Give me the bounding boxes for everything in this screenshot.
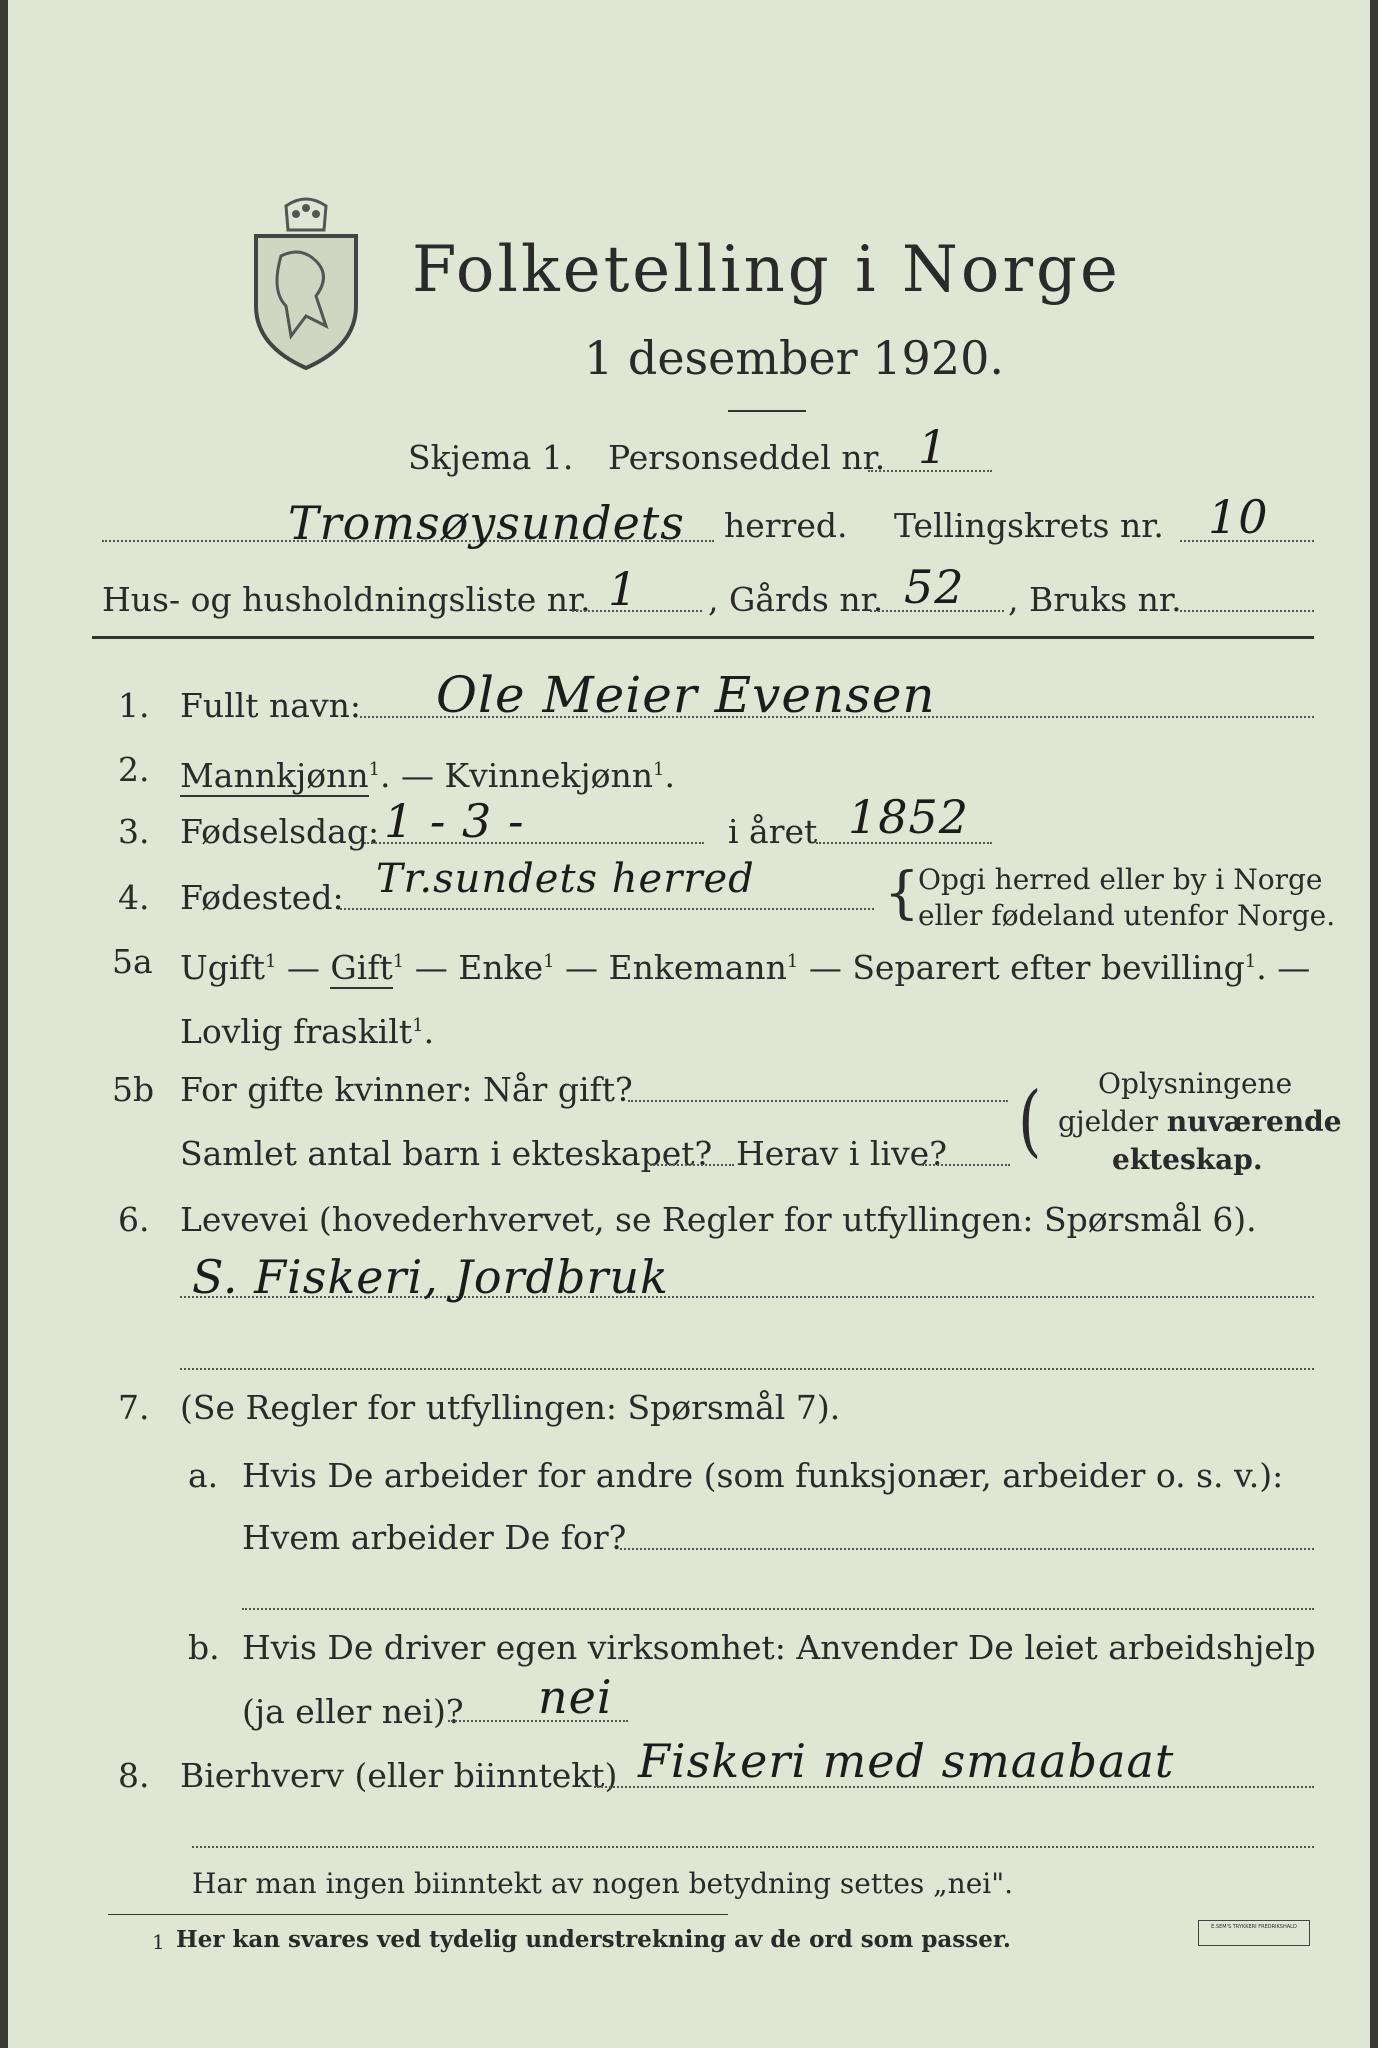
- q3-label: Fødselsdag:: [180, 812, 380, 851]
- tellingskrets-value: 10: [1208, 490, 1269, 544]
- q5b-gift-field[interactable]: [628, 1100, 1008, 1102]
- q2-male[interactable]: Mannkjønn: [180, 756, 369, 795]
- census-form-page: [8, 0, 1370, 2048]
- tellingskrets-label: Tellingskrets nr.: [894, 506, 1164, 545]
- note-nei: Har man ingen biinntekt av nogen betydning settes „nei".: [192, 1867, 1014, 1900]
- q7a-field-1[interactable]: [620, 1548, 1314, 1550]
- liste-label: Hus- og husholdningsliste nr.: [102, 580, 591, 619]
- q4-field[interactable]: [340, 908, 874, 910]
- q2-female[interactable]: Kvinnekjønn: [444, 756, 654, 795]
- header-rule: [92, 636, 1314, 639]
- q4-value: Tr.sundets herred: [376, 856, 755, 902]
- q5b-line1: For gifte kvinner: Når gift?: [180, 1070, 633, 1109]
- q5b-line2b: Herav i live?: [736, 1134, 947, 1173]
- q2-options: Mannkjønn$^1$. — Kvinnekjønn$^1$.: [180, 756, 675, 795]
- q4-brace: {: [884, 861, 920, 926]
- liste-value: 1: [608, 562, 639, 616]
- footnote-rule: [108, 1914, 728, 1915]
- q4-label: Fødested:: [180, 878, 344, 917]
- q4-number: 4.: [118, 878, 150, 917]
- q7b-letter: b.: [188, 1628, 220, 1667]
- q7a-line1: Hvis De arbeider for andre (som funksjonær, arbeider o. s. v.):: [242, 1456, 1284, 1495]
- printer-mark: E.SEM'S TRYKKERI FREDRIKSHALD: [1198, 1920, 1310, 1946]
- q4-note-1: Opgi herred eller by i Norge: [918, 863, 1323, 896]
- q6-number: 6.: [118, 1200, 150, 1239]
- q7b-line2: (ja eller nei)?: [242, 1692, 464, 1731]
- bruks-field[interactable]: [1180, 610, 1314, 612]
- q8-field-2[interactable]: [192, 1846, 1314, 1848]
- coat-of-arms-icon: [246, 196, 366, 372]
- q5b-note-2: gjelder nuværende: [1058, 1105, 1342, 1138]
- q5b-number: 5b: [112, 1070, 155, 1109]
- q5b-line2a: Samlet antal barn i ekteskapet?: [180, 1134, 713, 1173]
- q8-value: Fiskeri med smaabaat: [638, 1734, 1175, 1788]
- q5a-options: Ugift$^1$ — Gift$^1$ — Enke$^1$ — Enkemann$^1$ — Separert efter bevilling$^1$. —: [180, 948, 1311, 987]
- bruks-label: , Bruks nr.: [1008, 580, 1182, 619]
- q3-value: 1 - 3 -: [384, 794, 525, 848]
- q3-year-label: i året: [728, 812, 818, 851]
- q7b-value: nei: [538, 1670, 613, 1724]
- footnote-number: 1: [152, 1930, 165, 1954]
- q5b-note-3: ekteskap.: [1112, 1143, 1263, 1176]
- q6-value: S. Fiskeri, Jordbruk: [192, 1250, 669, 1304]
- q5a-fraskilt: Lovlig fraskilt$^1$.: [180, 1012, 435, 1051]
- q3-year-value: 1852: [848, 790, 970, 844]
- q7-label: (Se Regler for utfyllingen: Spørsmål 7).: [180, 1388, 841, 1427]
- schema-label: Skjema 1.: [408, 438, 574, 477]
- q1-label: Fullt navn:: [180, 686, 361, 725]
- q5b-paren: (: [1018, 1075, 1042, 1167]
- personseddel-label: Personseddel nr.: [608, 438, 886, 477]
- herred-value: Tromsøysundets: [288, 496, 685, 550]
- q7a-line2: Hvem arbeider De for?: [242, 1518, 627, 1557]
- q8-label: Bierhverv (eller biinntekt): [180, 1756, 618, 1795]
- q8-number: 8.: [118, 1756, 150, 1795]
- form-date: 1 desember 1920.: [584, 331, 1004, 385]
- q5b-barn-field[interactable]: [650, 1164, 734, 1166]
- form-title: Folketelling i Norge: [412, 233, 1121, 307]
- q7-number: 7.: [118, 1388, 150, 1427]
- q6-label: Levevei (hovederhvervet, se Regler for utfyllingen: Spørsmål 6).: [180, 1200, 1257, 1239]
- q5a-number: 5a: [112, 942, 153, 981]
- herred-label: herred.: [724, 506, 848, 545]
- q5b-live-field[interactable]: [922, 1164, 1010, 1166]
- q4-note-2: eller fødeland utenfor Norge.: [918, 899, 1336, 932]
- q1-value: Ole Meier Evensen: [436, 666, 936, 724]
- q6-field-2[interactable]: [180, 1368, 1314, 1370]
- q1-number: 1.: [118, 686, 150, 725]
- q7b-line1: Hvis De driver egen virksomhet: Anvender De leiet arbeidshjelp: [242, 1628, 1316, 1667]
- footnote-text: Her kan svares ved tydelig understrekning av de ord som passer.: [176, 1926, 1011, 1953]
- gards-label: , Gårds nr.: [708, 580, 884, 619]
- personseddel-value: 1: [918, 420, 949, 474]
- q5b-note-1: Oplysningene: [1098, 1067, 1293, 1100]
- q7a-letter: a.: [188, 1456, 219, 1495]
- q7a-field-2[interactable]: [242, 1608, 1314, 1610]
- title-divider: [728, 410, 806, 412]
- q3-number: 3.: [118, 812, 150, 851]
- q2-number: 2.: [118, 750, 150, 789]
- gards-value: 52: [904, 560, 965, 614]
